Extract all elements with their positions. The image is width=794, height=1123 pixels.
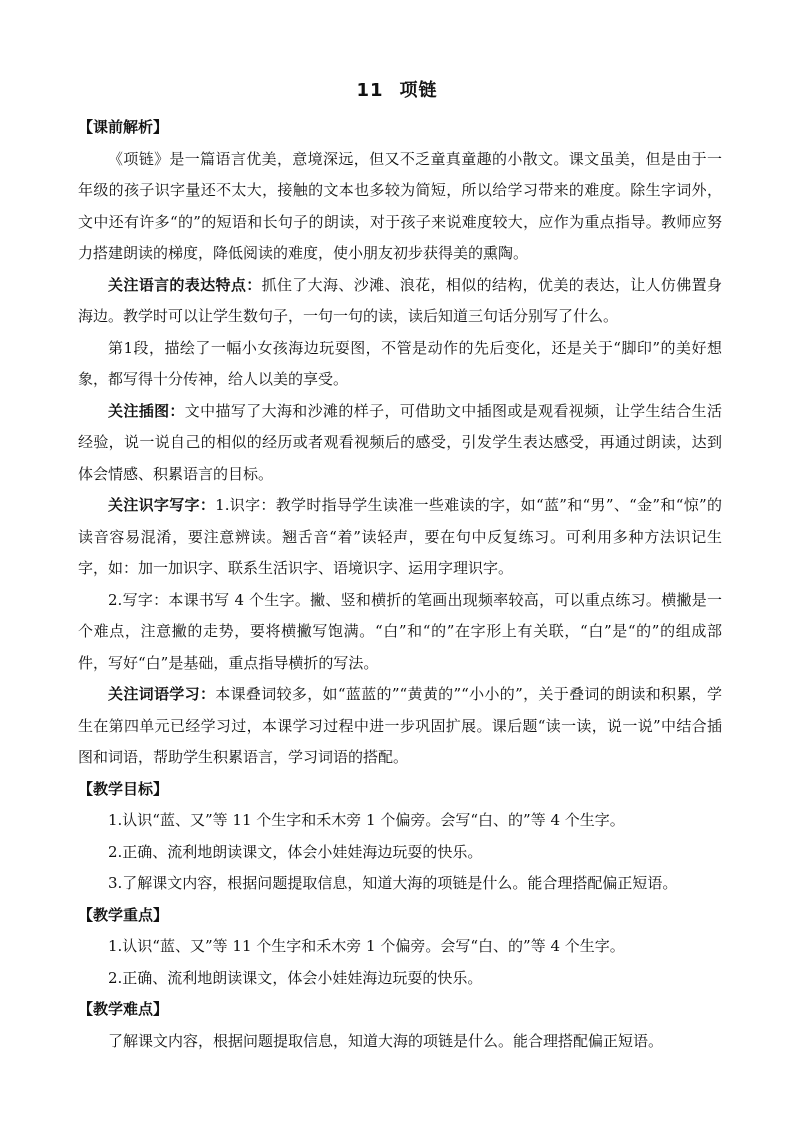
focus-item: 1.认识“蓝、又”等 11 个生字和禾木旁 1 个偏旁。会写“白、的”等 4 个生字。 (108, 937, 625, 955)
analysis-paragraph-3: 第1段，描绘了一幅小女孩海边玩耍图，不管是动作的先后变化，还是关于“脚印”的美好想象，都写得十分传神，给人以美的享受。 (78, 338, 722, 388)
paragraph-body-language: 抓住了大海、沙滩、浪花，相似的结构，优美的表达，让人仿佛置身海边。教学时可以让学生数句子，一句一句的读，读后知道三句话分别写了什么。 (78, 275, 722, 325)
goal-item: 3.了解课文内容，根据问题提取信息，知道大海的项链是什么。能合理搭配偏正短语。 (108, 874, 678, 892)
goal-item: 1.认识“蓝、又”等 11 个生字和禾木旁 1 个偏旁。会写“白、的”等 4 个生字。 (108, 811, 625, 829)
section-heading-difficulty: 【教学难点】 (78, 1000, 169, 1018)
paragraph-body-literacy: 1.识字：教学时指导学生读准一些难读的字，如“蓝”和“男”、“金”和“惊”的读音容易混淆，要注意辨读。翘舌音“着”读轻声，要在句中反复练习。可利用多种方法识记生字，如：加一加识字、联系生活识字、语境识字、运用字理识字。 (78, 496, 722, 577)
analysis-paragraph-literacy (78, 490, 722, 585)
paragraph-body-illustration: 文中描写了大海和沙滩的样子，可借助文中插图或是观看视频，让学生结合生活经验，说一说自己的相似的经历或者观看视频后的感受，引发学生表达感受，再通过朗读，达到体会情感、积累语言的目标。 (78, 401, 722, 483)
analysis-paragraph-language (78, 270, 722, 333)
paragraph-lead-literacy: 关注识字写字： (108, 496, 216, 514)
lesson-title: 项链 (399, 80, 438, 101)
analysis-paragraph-1: 《项链》是一篇语言优美，意境深远，但又不乏童真童趣的小散文。课文虽美，但是由于一年级的孩子识字量还不太大，接触的文本也多较为简短，所以给学习带来的难度。除生字词外，文中还有许多“的”的短语和长句子的朗读，对于孩子来说难度较大，应作为重点指导。教师应努力搭建朗读的梯度，降低阅读的难度，使小朋友初步获得美的熏陶。 (78, 149, 722, 262)
section-heading-analysis: 【课前解析】 (78, 118, 169, 136)
analysis-paragraph-illustration (78, 396, 722, 491)
paragraph-lead-illustration: 关注插图： (108, 401, 185, 420)
section-heading-focus: 【教学重点】 (78, 905, 169, 924)
paragraph-lead-language: 关注语言的表达特点： (108, 275, 262, 294)
focus-item: 2.正确、流利地朗读课文，体会小娃娃海边玩耍的快乐。 (108, 968, 483, 987)
page-title (0, 76, 794, 102)
lesson-number: 11 (356, 80, 384, 101)
goal-item: 2.正确、流利地朗读课文，体会小娃娃海边玩耍的快乐。 (108, 842, 483, 861)
analysis-paragraph-vocabulary (78, 679, 722, 774)
analysis-paragraph-writing: 2.写字：本课书写 4 个生字。撇、竖和横折的笔画出现频率较高，可以重点练习。横撇是一个难点，注意撇的走势，要将横撇写饱满。“白”和“的”在字形上有关联，“白”是“的”的组成部件，写好“白”是基础，重点指导横折的写法。 (78, 590, 722, 672)
section-heading-goals: 【教学目标】 (78, 779, 169, 798)
difficulty-item: 了解课文内容，根据问题提取信息，知道大海的项链是什么。能合理搭配偏正短语。 (108, 1031, 664, 1050)
paragraph-lead-vocabulary: 关注词语学习： (108, 685, 216, 703)
document-body (78, 112, 722, 1057)
paragraph-body-vocabulary: 本课叠词较多，如“蓝蓝的”“黄黄的”“小小的”，关于叠词的朗读和积累，学生在第四单元已经学习过，本课学习过程中进一步巩固扩展。课后题“读一读，说一说”中结合插图和词语，帮助学生积累语言，学习词语的搭配。 (78, 685, 722, 766)
